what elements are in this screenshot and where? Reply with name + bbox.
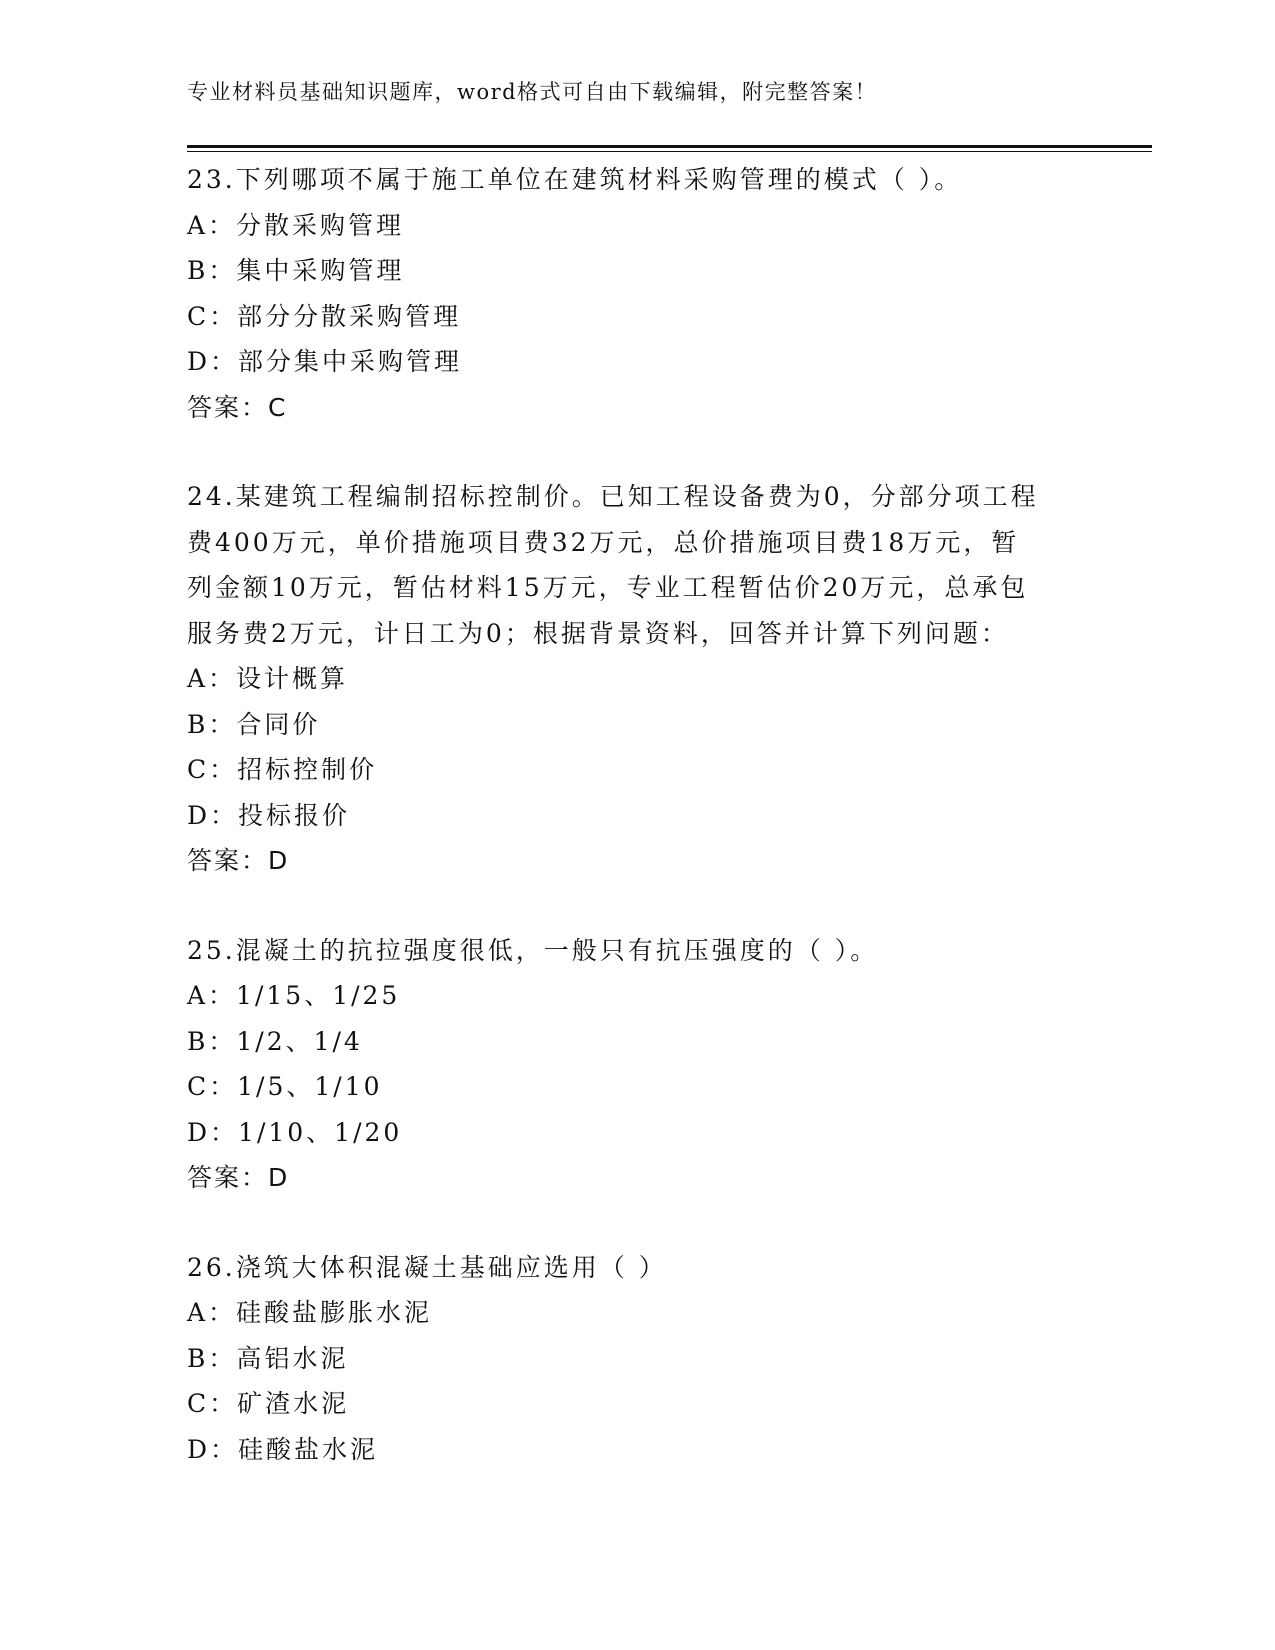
question-24 — [187, 474, 1152, 884]
option-d: D：投标报价 — [187, 800, 351, 830]
question-stem: 26.浇筑大体积混凝土基础应选用（ ） — [187, 1252, 667, 1282]
option-a: A：硅酸盐膨胀水泥 — [187, 1298, 433, 1327]
option-c: C：矿渣水泥 — [187, 1389, 350, 1418]
header-rule-thin — [187, 151, 1152, 152]
question-stem-line: 服务费2万元，计日工为0；根据背景资料，回答并计算下列问题： — [187, 618, 1009, 648]
answer: 答案：D — [187, 846, 290, 875]
header-rule-thick — [187, 145, 1152, 148]
option-b: B：合同价 — [187, 709, 321, 739]
answer: 答案：D — [187, 1163, 290, 1192]
option-a: A：分散采购管理 — [187, 210, 405, 240]
question-25 — [187, 928, 1152, 1201]
option-a: A：设计概算 — [187, 664, 349, 693]
page-header: 专业材料员基础知识题库，word格式可自由下载编辑，附完整答案！ — [187, 80, 878, 104]
question-stem: 25.混凝土的抗拉强度很低，一般只有抗压强度的（ ）。 — [187, 935, 879, 965]
question-stem-line: 列金额10万元，暂估材料15万元，专业工程暂估价20万元，总承包 — [187, 573, 1029, 602]
question-26 — [187, 1245, 1152, 1473]
question-23 — [187, 157, 1152, 430]
answer: 答案：C — [187, 392, 288, 422]
option-b: B：高铝水泥 — [187, 1343, 349, 1373]
option-c: C：招标控制价 — [187, 755, 378, 784]
question-stem: 23.下列哪项不属于施工单位在建筑材料采购管理的模式（ ）。 — [187, 165, 963, 194]
option-d: D：硅酸盐水泥 — [187, 1434, 379, 1464]
option-b: B：集中采购管理 — [187, 256, 405, 285]
option-c: C：部分分散采购管理 — [187, 301, 462, 331]
question-stem-line: 费400万元，单价措施项目费32万元，总价措施项目费18万元，暂 — [187, 527, 1020, 557]
option-b: B：1/2、1/4 — [187, 1026, 363, 1056]
question-stem-line: 24.某建筑工程编制招标控制价。已知工程设备费为0，分部分项工程 — [187, 482, 1039, 511]
question-list — [187, 157, 1152, 1516]
option-d: D：1/10、1/20 — [187, 1117, 403, 1147]
option-c: C：1/5、1/10 — [187, 1072, 383, 1101]
option-d: D：部分集中采购管理 — [187, 347, 463, 376]
option-a: A：1/15、1/25 — [187, 981, 401, 1010]
